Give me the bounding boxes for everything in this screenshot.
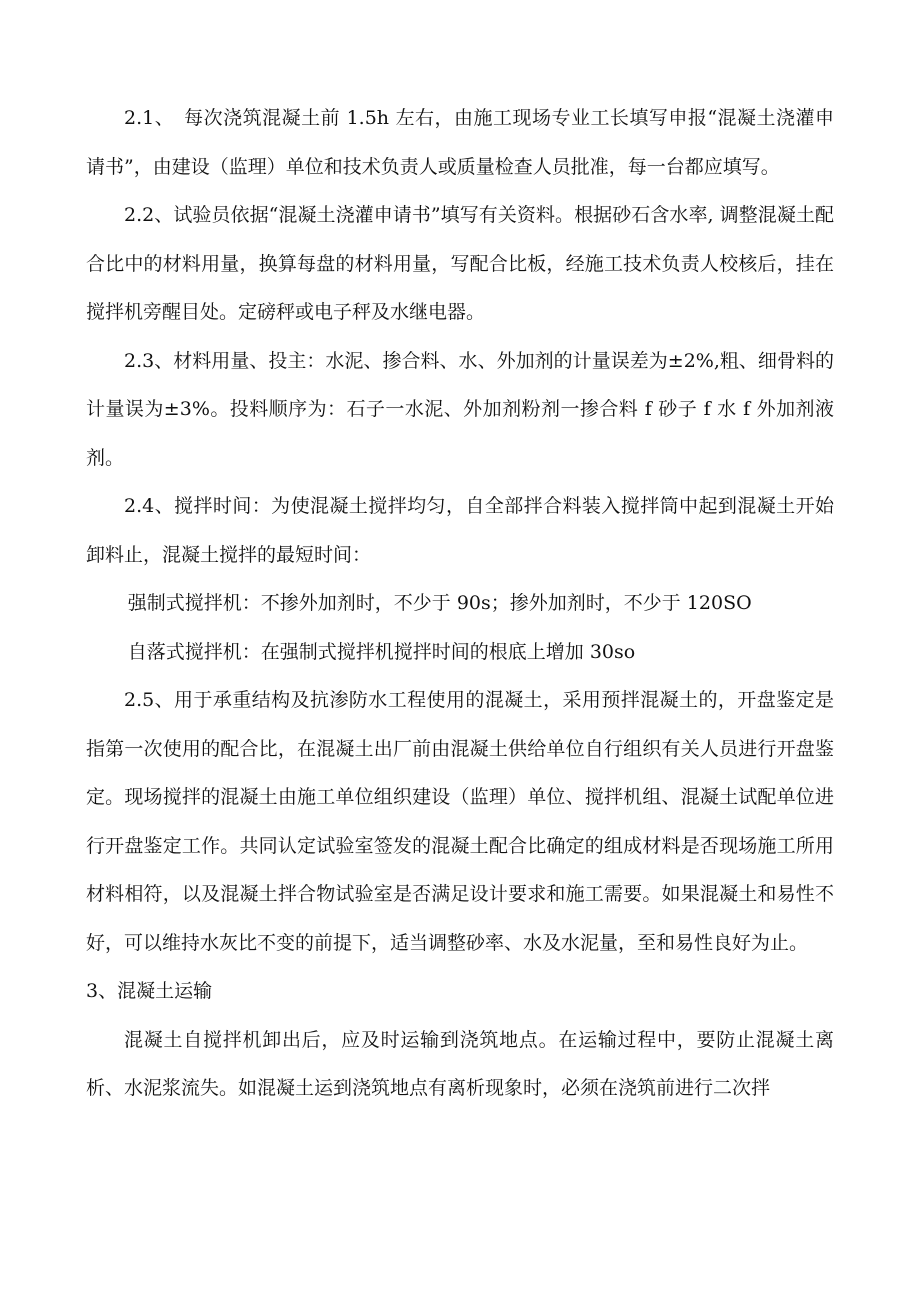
paragraph-2-3: 2.3、材料用量、投主：水泥、掺合料、水、外加剂的计量误差为±2%,粗、细骨料的计量误为±3%。投料顺序为：石子一水泥、外加剂粉剂一掺合料 f 砂子 f 水 f 外加剂液剂。 <box>86 349 834 469</box>
paragraph-2-1: 2.1、 每次浇筑混凝土前 1.5h 左右，由施工现场专业工长填写申报“混凝土浇灌申请书”，由建设（监理）单位和技术负责人或质量检查人员批准，每一台都应填写。 <box>86 107 834 178</box>
paragraph-2-2: 2.2、试验员依据“混凝土浇灌申请书”填写有关资料。根据砂石含水率, 调整混凝土配合比中的材料用量，换算每盘的材料用量，写配合比板，经施工技术负责人校核后，挂在搅拌机旁醒目处。定磅秤或电子秤及水继电器。 <box>86 204 834 323</box>
paragraph-2-4: 2.4、搅拌时间：为使混凝土搅拌均匀，自全部拌合料装入搅拌筒中起到混凝土开始卸料止，混凝土搅拌的最短时间： <box>86 495 834 566</box>
section-heading-3: 3、混凝土运输 <box>86 980 213 1002</box>
paragraph-3: 混凝土自搅拌机卸出后，应及时运输到浇筑地点。在运输过程中，要防止混凝土离析、水泥浆流失。如混凝土运到浇筑地点有离析现象时，必须在浇筑前进行二次拌 <box>86 1028 834 1099</box>
paragraph-2-4-gravity-mixer: 自落式搅拌机：在强制式搅拌机搅拌时间的根底上增加 30so <box>127 640 636 663</box>
paragraph-2-4-forced-mixer: 强制式搅拌机：不掺外加剂时，不少于 90s；掺外加剂时，不少于 120SO <box>127 592 752 614</box>
document-body <box>86 94 834 1113</box>
paragraph-2-5: 2.5、用于承重结构及抗渗防水工程使用的混凝土，采用预拌混凝土的，开盘鉴定是指第一次使用的配合比，在混凝土出厂前由混凝土供给单位自行组织有关人员进行开盘鉴定。现场搅拌的混凝土由施工单位组织建设（监理）单位、搅拌机组、混凝土试配单位进行开盘鉴定工作。共同认定试验室签发的混凝土配合比确定的组成材料是否现场施工所用材料相符，以及混凝土拌合物试验室是否满足设计要求和施工需要。如果混凝土和易性不好，可以维持水灰比不变的前提下，适当调整砂率、水及水泥量，至和易性良好为止。 <box>86 689 834 954</box>
